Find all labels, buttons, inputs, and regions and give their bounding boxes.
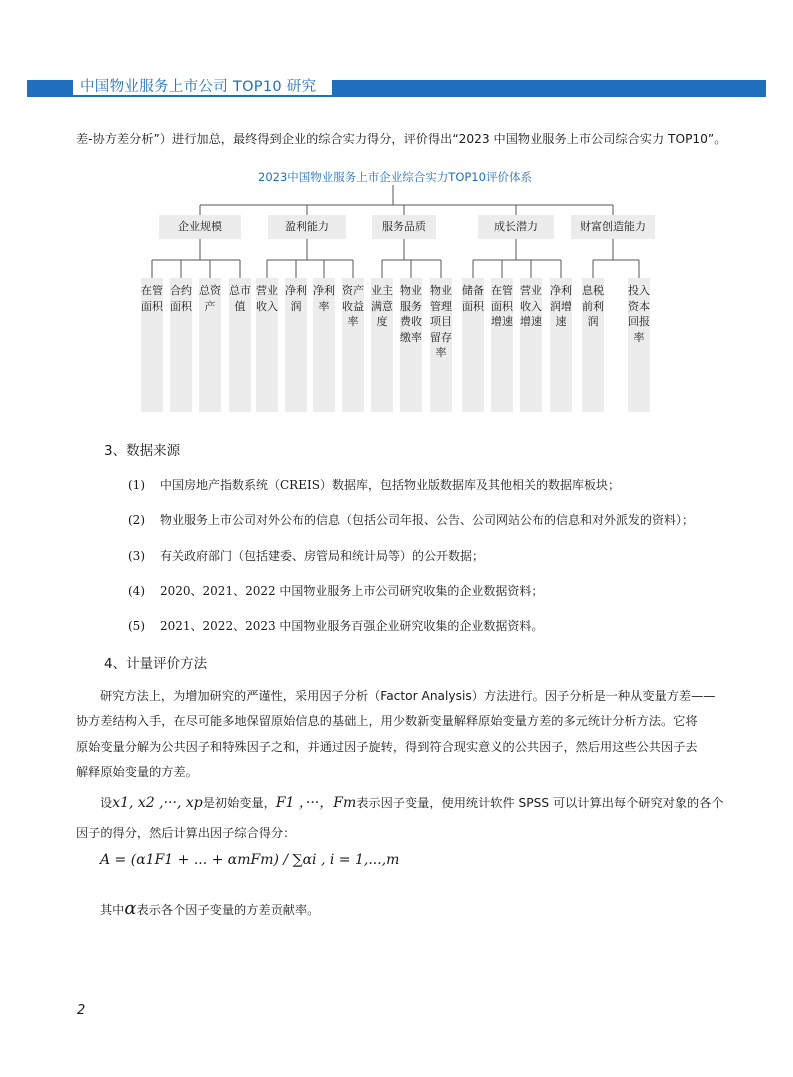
indicator-box: 营业收入: [256, 278, 278, 412]
category-box: 成长潜力: [478, 215, 554, 239]
indicator-box: 资产收益率: [342, 278, 364, 412]
indicator-box: 投入资本回报率: [628, 278, 650, 412]
list-item: (1) 中国房地产指数系统（CREIS）数据库，包括物业版数据库及其他相关的数据库板块；: [128, 478, 620, 492]
list-item: (4) 2020、2021、2022 中国物业服务上市公司研究收集的企业数据资料；: [128, 584, 544, 598]
page-number: 2: [77, 1003, 86, 1018]
indicator-box: 物业管理项目留存率: [430, 278, 452, 412]
indicator-box: 总资产: [199, 278, 221, 412]
indicator-box: 业主满意度: [371, 278, 393, 412]
paragraph-line: 研究方法上，为增加研究的严谨性，采用因子分析（Factor Analysis）方法进行。因子分析是一种从变量方差——: [100, 689, 716, 703]
diagram-connectors: [0, 0, 793, 420]
indicator-box: 物业服务费收缴率: [400, 278, 422, 412]
indicator-box: 营业收入增速: [520, 278, 542, 412]
paragraph-line: 原始变量分解为公共因子和特殊因子之和，并通过因子旋转，得到符合现实意义的公共因子，然后用这些公共因子去: [76, 740, 698, 754]
indicator-box: 储备面积: [462, 278, 484, 412]
indicator-box: 净利润: [285, 278, 307, 412]
indicator-box: 合约面积: [170, 278, 192, 412]
section-heading: 3、数据来源: [104, 443, 181, 459]
intro-line: 差-协方差分析”）进行加总，最终得到企业的综合实力得分，评价得出“2023 中国物业服务上市公司综合实力 TOP10”。: [76, 132, 727, 146]
paragraph-line: 协方差结构入手，在尽可能多地保留原始信息的基础上，用少数新变量解释原始变量方差的多元统计分析方法。它将: [76, 714, 698, 728]
indicator-box: 净利润增速: [550, 278, 572, 412]
diagram-title: 2023中国物业服务上市企业综合实力TOP10评价体系: [258, 170, 532, 184]
alpha-line: 其中α表示各个因子变量的方差贡献率。: [100, 898, 320, 919]
list-item: (3) 有关政府部门（包括建委、房管局和统计局等）的公开数据；: [128, 549, 485, 563]
category-box: 企业规模: [159, 215, 241, 239]
composite-score-formula: A = (α1F1 + ... + αmFm) / ∑αi , i = 1,...,m: [100, 852, 400, 868]
paragraph-line: 解释原始变量的方差。: [76, 765, 198, 779]
indicator-box: 总市值: [229, 278, 251, 412]
category-box: 盈利能力: [268, 215, 346, 239]
header-title: 中国物业服务上市公司 TOP10 研究: [80, 79, 317, 95]
indicator-box: 在管面积增速: [491, 278, 513, 412]
list-item: (2) 物业服务上市公司对外公布的信息（包括公司年报、公告、公司网站公布的信息和对外派发的资料）；: [128, 513, 695, 527]
indicator-box: 净利率: [313, 278, 335, 412]
paragraph-line: 因子的得分，然后计算出因子综合得分：: [76, 826, 296, 840]
indicator-box: 息税前利润: [582, 278, 604, 412]
variables-line: 设x1, x2 ,···, xp是初始变量，F1 ，···，Fm表示因子变量，使用统计软件 SPSS 可以计算出每个研究对象的各个: [100, 795, 724, 811]
section-heading: 4、计量评价方法: [104, 656, 208, 672]
indicator-box: 在管面积: [141, 278, 163, 412]
category-box: 服务品质: [372, 215, 436, 239]
list-item: (5) 2021、2022、2023 中国物业服务百强企业研究收集的企业数据资料。: [128, 619, 544, 633]
category-box: 财富创造能力: [571, 215, 655, 239]
